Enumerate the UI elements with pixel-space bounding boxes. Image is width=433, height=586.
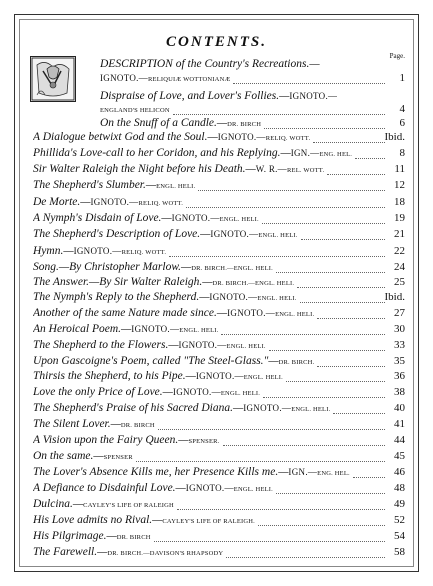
entry-text: [33, 196, 183, 208]
table-row: [0, 323, 433, 339]
table-row: [0, 245, 433, 261]
entry-source: ENGL. HELI.: [291, 406, 331, 413]
entry-title: The Answer.—By Sir Walter Raleigh.—: [33, 276, 213, 288]
page-number: 12: [394, 179, 405, 191]
dot-leader: [186, 206, 385, 208]
entry-text: [100, 117, 261, 129]
page-number: 35: [394, 355, 405, 367]
entry-text: [33, 307, 314, 319]
entry-title: The Nymph's Reply to the Shepherd.—: [33, 291, 210, 303]
entry-text: [33, 466, 350, 478]
entry-text: [33, 418, 155, 430]
page-number: 33: [394, 339, 405, 351]
entry-text: [33, 212, 259, 224]
entry-source: ENGL. HELI.: [233, 486, 273, 493]
entry-title: Phillida's Love-call to her Coridon, and his Replying.—: [33, 147, 291, 159]
entry-title: Love the only Price of Love.—: [33, 386, 173, 398]
entry-text: [33, 530, 151, 542]
page-number: 4: [399, 103, 405, 115]
entry-title: An Heroical Poem.—: [33, 323, 132, 335]
entry-text: [33, 434, 220, 446]
entry-text: [33, 370, 283, 382]
entry-title: Hymn.—: [33, 245, 74, 257]
entry-title: The Silent Lover.—: [33, 418, 121, 430]
table-row: [0, 228, 433, 244]
dot-leader: [263, 396, 385, 398]
entry-source: ENGL. HELI.: [220, 390, 261, 397]
table-row: [0, 450, 433, 466]
table-row: [0, 434, 433, 450]
entry-title: His Love admits no Rival.—: [33, 514, 163, 526]
entry-author: W. R.—: [255, 164, 287, 174]
page-number: 46: [394, 466, 405, 478]
page-number: 22: [394, 245, 405, 257]
entry-author: IGNOTO.—: [90, 197, 139, 207]
entry-title: Upon Gascoigne's Poem, called "The Steel-Glass."—: [33, 355, 279, 367]
table-row: [0, 212, 433, 228]
entry-author: IGNOTO.—: [131, 324, 180, 334]
entry-author: IGNOTO.—: [73, 246, 122, 256]
page-number: 1: [399, 72, 405, 84]
page-number: 8: [399, 147, 405, 159]
entry-author: IGNOTO.—: [209, 292, 258, 302]
page-number: 48: [394, 482, 405, 494]
page-number: 11: [394, 163, 405, 175]
dot-leader: [317, 365, 385, 367]
entry-title: Dulcina.—: [33, 498, 84, 510]
entry-text: [33, 147, 352, 159]
dot-leader: [301, 238, 385, 240]
entry-author: IGNOTO.—: [217, 132, 266, 142]
entry-title: A Dialogue betwixt God and the Soul.—: [33, 131, 218, 143]
dot-leader: [154, 540, 385, 542]
entry-text: [33, 179, 195, 191]
table-row: [0, 72, 433, 88]
entry-title: A Vision upon the Fairy Queen.—: [33, 434, 189, 446]
dot-leader: [276, 492, 385, 494]
entry-title: The Shepherd to the Flowers.—: [33, 339, 179, 351]
entry-author: IGNOTO.—: [171, 213, 220, 223]
dot-leader: [258, 524, 385, 526]
entry-source: DR. BIRCH.—DAVISON'S RHAPSODY: [107, 550, 224, 557]
entry-text: [33, 245, 166, 257]
page-number: 19: [394, 212, 405, 224]
entry-text: [100, 90, 337, 102]
table-row: [0, 386, 433, 402]
entry-title: The Shepherd's Slumber.—: [33, 179, 157, 191]
entry-author: IGNOTO.—: [195, 371, 244, 381]
entry-source: ENGL. HELI.: [243, 374, 284, 381]
page-number: 21: [394, 228, 405, 240]
dot-leader: [333, 412, 385, 414]
page-number: 24: [394, 261, 405, 273]
dot-leader: [353, 476, 385, 478]
dot-leader: [297, 286, 385, 288]
entry-source: ENG. HEL.: [317, 470, 350, 477]
table-row: [0, 402, 433, 418]
page-number: 49: [394, 498, 405, 510]
page-number: Ibid.: [384, 131, 405, 143]
entry-text: [33, 323, 218, 335]
entry-title: The Shepherd's Description of Love.—: [33, 228, 211, 240]
dot-leader: [177, 508, 385, 510]
entry-author: IGNOTO.—: [289, 91, 338, 101]
page-number: 41: [394, 418, 405, 430]
entry-title: His Pilgrimage.—: [33, 530, 117, 542]
page-number: 27: [394, 307, 405, 319]
dot-leader: [262, 222, 385, 224]
entry-title: DESCRIPTION of the Country's Recreations.—: [100, 58, 320, 70]
table-row: [0, 276, 433, 292]
dot-leader: [264, 127, 385, 129]
entry-source: ENGL. HELI.: [257, 295, 297, 302]
page-number: 18: [394, 196, 405, 208]
page-column-label: Page.: [389, 52, 405, 60]
entry-source: DR. BIRCH: [116, 534, 151, 541]
dot-leader: [169, 255, 385, 257]
entry-source: ENGL. HELI.: [156, 183, 196, 190]
page-number: Ibid.: [384, 291, 405, 303]
entry-source: REL. WOTT.: [286, 167, 325, 174]
page-number: 25: [394, 276, 405, 288]
entry-title: Another of the same Nature made since.—: [33, 307, 228, 319]
dot-leader: [300, 301, 385, 303]
entry-source: ENGL. HELI.: [275, 311, 315, 318]
dot-leader: [226, 556, 385, 558]
entry-text: [33, 386, 260, 398]
dot-leader: [327, 173, 385, 175]
entry-title: A Nymph's Disdain of Love.—: [33, 212, 172, 224]
table-row: [0, 546, 433, 562]
entry-text: [33, 355, 314, 367]
entry-author: IGN.—: [290, 148, 320, 158]
page-number: 52: [394, 514, 405, 526]
entry-author: IGNOTO.—: [172, 387, 221, 397]
dot-leader: [286, 380, 385, 382]
entry-title: The Shepherd's Praise of his Sacred Diana.—: [33, 402, 244, 414]
table-row: [0, 355, 433, 371]
page-number: 36: [394, 370, 405, 382]
table-row: [0, 307, 433, 323]
table-row: [0, 291, 433, 307]
entry-source: DR. BIRCH: [120, 422, 155, 429]
entry-text: [33, 450, 133, 462]
page-number: 54: [394, 530, 405, 542]
page-number: 38: [394, 386, 405, 398]
entry-text: [33, 228, 298, 240]
dot-leader: [223, 444, 386, 446]
entry-text: [100, 58, 320, 70]
page-number: 58: [394, 546, 405, 558]
table-row: [0, 147, 433, 163]
entry-title: A Defiance to Disdainful Love.—: [33, 482, 186, 494]
entry-author: IGNOTO.—: [210, 229, 259, 239]
entry-text: [33, 131, 310, 143]
page-number: 30: [394, 323, 405, 335]
table-row: [0, 530, 433, 546]
entry-text: [33, 546, 223, 558]
entry-source: RELIQUIÆ WOTTONIANÆ: [147, 76, 231, 83]
entry-author: IGNOTO.—: [243, 403, 292, 413]
entry-text: [33, 261, 273, 273]
dot-leader: [355, 157, 385, 159]
table-row: [0, 131, 433, 147]
entry-source: CAYLEY'S LIFE OF RALEIGH: [83, 502, 174, 509]
table-row: [0, 163, 433, 179]
entry-title: Dispraise of Love, and Lover's Follies.—: [100, 90, 290, 102]
table-row: [0, 418, 433, 434]
table-row: [0, 196, 433, 212]
entry-source: RELIQ. WOTT.: [138, 200, 184, 207]
entry-source: ENGL. HELI.: [219, 216, 259, 223]
page-title: CONTENTS.: [166, 34, 267, 50]
entry-author: IGNOTO.—: [227, 308, 276, 318]
entry-author: IGNOTO.—: [185, 483, 234, 493]
entry-source: ENGL. HELI.: [258, 232, 298, 239]
entry-text: [33, 163, 324, 175]
entry-text: [33, 498, 174, 510]
dot-leader: [173, 113, 385, 115]
entry-title: De Morte.—: [33, 196, 91, 208]
dot-leader: [221, 333, 385, 335]
entry-title: The Lover's Absence Kills me, her Presence Kills me.—: [33, 466, 289, 478]
entry-text: [33, 482, 273, 494]
entry-title: Song.—By Christopher Marlow.—: [33, 261, 192, 273]
entry-author: IGNOTO.—: [100, 73, 148, 83]
dot-leader: [269, 349, 385, 351]
entry-text: [33, 339, 266, 351]
table-row: [0, 498, 433, 514]
entry-source: ENGLAND'S HELICON: [100, 107, 170, 114]
entry-author: IGN.—: [288, 467, 318, 477]
entry-source: DR. BIRCH.—ENGL. HELI.: [191, 265, 273, 272]
table-row: [0, 466, 433, 482]
table-row: [0, 261, 433, 277]
entry-text: [33, 402, 330, 414]
dot-leader: [276, 271, 385, 273]
entry-title: Sir Walter Raleigh the Night before his Death.—: [33, 163, 256, 175]
table-row: [0, 482, 433, 498]
entry-text: [100, 103, 170, 115]
entry-source: ENGL. HELI.: [226, 343, 266, 350]
entry-text: [33, 276, 294, 288]
entry-author: IGNOTO.—: [178, 340, 227, 350]
entry-title: Thirsis the Shepherd, to his Pipe.—: [33, 370, 196, 382]
dot-leader: [136, 460, 385, 462]
dot-leader: [313, 141, 385, 143]
table-row: [0, 370, 433, 386]
entry-text: [100, 72, 230, 84]
page-number: 40: [394, 402, 405, 414]
entry-text: [33, 291, 297, 303]
table-row: [0, 179, 433, 195]
entry-source: RELIQ. WOTT.: [121, 249, 167, 256]
entry-source: DR. BIRCH: [227, 121, 262, 128]
page-number: 44: [394, 434, 405, 446]
table-row: [0, 514, 433, 530]
page-number: 45: [394, 450, 405, 462]
entry-title: On the same.—: [33, 450, 104, 462]
entry-source: RELIQ. WOTT.: [265, 135, 311, 142]
entry-source: CAYLEY'S LIFE OF RALEIGH.: [162, 518, 255, 525]
dot-leader: [198, 189, 385, 191]
entry-source: ENGL. HELI.: [179, 327, 219, 334]
entry-title: On the Snuff of a Candle.—: [100, 117, 228, 129]
entry-title: The Farewell.—: [33, 546, 108, 558]
entry-source: DR. BIRCH.—ENGL. HELI.: [212, 280, 295, 287]
entry-source: SPENSER.: [188, 438, 220, 445]
entry-source: ENG. HEL.: [319, 151, 353, 158]
dot-leader: [317, 317, 385, 319]
entry-text: [33, 514, 255, 526]
dot-leader: [158, 428, 385, 430]
entry-source: DR. BIRCH.: [278, 359, 315, 366]
entry-source: SPENSER: [103, 454, 133, 461]
dot-leader: [233, 82, 385, 84]
table-row: [0, 339, 433, 355]
page-number: 6: [399, 117, 405, 129]
